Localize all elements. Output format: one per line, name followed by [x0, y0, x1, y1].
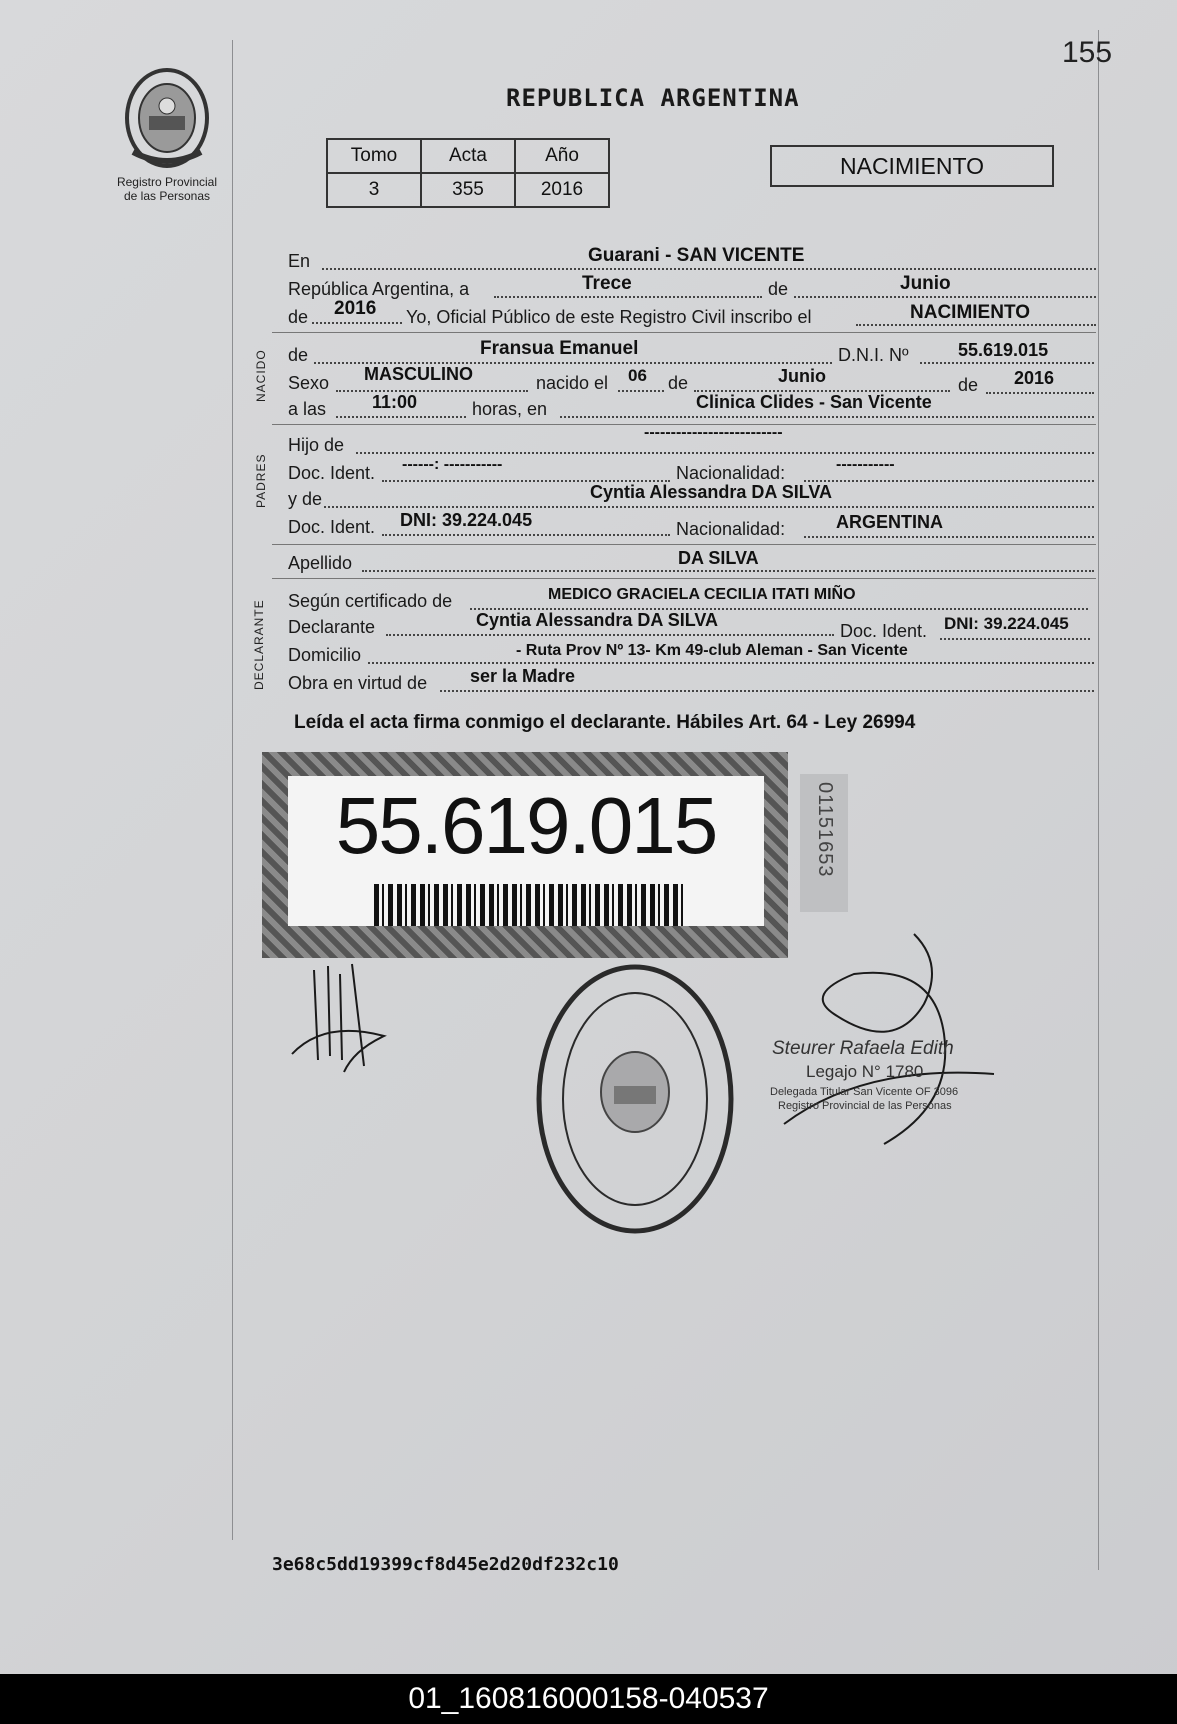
dots-nac-padre — [804, 480, 1094, 482]
ref-value-tomo: 3 — [327, 173, 421, 207]
label-yo: Yo, Oficial Público de este Registro Civil inscribo el — [406, 307, 812, 327]
label-republica: República Argentina, a — [288, 279, 470, 299]
label-apellido: Apellido — [288, 553, 353, 573]
ref-header-acta: Acta — [421, 139, 515, 173]
value-doc-declarante: DNI: 39.224.045 — [944, 614, 1069, 633]
value-declarante: Cyntia Alessandra DA SILVA — [476, 610, 719, 630]
ref-header-anio: Año — [515, 139, 609, 173]
value-doc-padre: ------: ----------- — [402, 456, 503, 473]
label-sexo: Sexo — [288, 373, 330, 393]
page-number: 155 — [1062, 36, 1113, 69]
reference-table — [326, 138, 610, 208]
registrar-legajo: Legajo N° 1780 — [806, 1062, 924, 1081]
dots-domicilio — [368, 662, 1094, 664]
registrar-name: Steurer Rafaela Edith — [772, 1038, 954, 1059]
label-alas: a las — [288, 399, 327, 419]
label-de-mes-nac: de — [668, 373, 689, 393]
dots-obra — [440, 690, 1094, 692]
value-padre: -------------------------- — [644, 424, 783, 441]
value-dni: 55.619.015 — [958, 340, 1049, 360]
dots-hora — [336, 416, 466, 418]
label-doc-declarante: Doc. Ident. — [840, 621, 928, 641]
dots-dia-nac — [618, 390, 664, 392]
right-margin-line — [1098, 30, 1099, 1570]
label-segun: Según certificado de — [288, 591, 453, 611]
province-seal-icon — [119, 66, 215, 170]
value-certificado: MEDICO GRACIELA CECILIA ITATI MIÑO — [548, 586, 856, 603]
serial-number: 01151653 — [814, 782, 836, 878]
section-nacido: NACIDO — [254, 349, 268, 402]
value-madre: Cyntia Alessandra DA SILVA — [590, 482, 833, 502]
dots-acto — [856, 324, 1096, 326]
value-sexo: MASCULINO — [364, 364, 473, 384]
label-nac-padre: Nacionalidad: — [676, 463, 786, 483]
serial-tab — [800, 774, 848, 912]
dots-doc-declarante — [940, 638, 1090, 640]
label-de-anio: de — [288, 307, 309, 327]
dots-madre — [324, 506, 1094, 508]
label-nac-madre: Nacionalidad: — [676, 519, 786, 539]
official-stamp — [534, 962, 736, 1236]
label-de-mes: de — [768, 279, 789, 299]
closing-statement: Leída el acta firma conmigo el declarante. Hábiles Art. 64 - Ley 26994 — [294, 712, 916, 733]
ref-header-tomo: Tomo — [327, 139, 421, 173]
label-en: En — [288, 251, 311, 271]
label-declarante: Declarante — [288, 617, 376, 637]
label-de-nombre: de — [288, 345, 309, 365]
dots-en — [322, 268, 1096, 270]
label-hijo: Hijo de — [288, 435, 345, 455]
dots-mes — [794, 296, 1096, 298]
value-mes: Junio — [900, 273, 951, 294]
value-nac-madre: ARGENTINA — [836, 512, 943, 532]
value-nombre: Fransua Emanuel — [480, 338, 639, 359]
value-hora: 11:00 — [372, 392, 418, 412]
record-type-box: NACIMIENTO — [770, 145, 1054, 187]
value-dia-letras: Trece — [582, 273, 632, 294]
logo-caption-2: de las Personas — [123, 189, 211, 203]
left-margin-line — [232, 40, 233, 1540]
divider-apellido-top — [272, 544, 1096, 545]
barcode — [374, 884, 684, 926]
registrar-office: Registro Provincial de las Personas — [778, 1100, 952, 1112]
value-obra: ser la Madre — [470, 666, 576, 686]
value-anio: 2016 — [334, 298, 377, 319]
dots-sexo — [336, 390, 528, 392]
logo-caption-1: Registro Provincial — [116, 175, 218, 189]
value-lugar: Guarani - SAN VICENTE — [588, 245, 805, 266]
ref-value-acta: 355 — [421, 173, 515, 207]
registrar-role: Delegada Titular San Vicente OF 3096 — [770, 1086, 959, 1098]
dots-doc-madre — [382, 534, 670, 536]
dots-nac-madre — [804, 536, 1094, 538]
declarant-signature — [284, 960, 414, 1080]
sticker-number: 55.619.015 — [335, 781, 717, 870]
label-domicilio: Domicilio — [288, 645, 362, 665]
value-dia-nac: 06 — [628, 366, 647, 385]
dots-lugar-nac — [560, 416, 1094, 418]
value-apellido: DA SILVA — [678, 548, 759, 568]
value-domicilio: - Ruta Prov Nº 13- Km 49-club Aleman - San Vicente — [516, 642, 908, 659]
file-identifier-bar: 01_160816000158-040537 — [0, 1674, 1177, 1724]
divider-declarante-top — [272, 578, 1096, 579]
value-lugar-nac: Clinica Clides - San Vicente — [696, 392, 932, 412]
value-doc-madre: DNI: 39.224.045 — [400, 510, 533, 530]
dots-padre — [356, 452, 1094, 454]
label-doc-madre: Doc. Ident. — [288, 517, 376, 537]
document-title: REPUBLICA ARGENTINA — [506, 84, 800, 112]
document-hash: 3e68c5dd19399cf8d45e2d20df232c10 — [272, 1554, 619, 1575]
dots-dni — [920, 362, 1094, 364]
label-doc-padre: Doc. Ident. — [288, 463, 376, 483]
ref-value-anio: 2016 — [515, 173, 609, 207]
section-declarante: DECLARANTE — [252, 599, 266, 690]
registry-logo — [102, 66, 232, 203]
divider-nacido-top — [272, 332, 1096, 333]
dots-declarante — [386, 634, 834, 636]
dots-anio — [312, 322, 402, 324]
label-dni: D.N.I. Nº — [838, 345, 909, 365]
dots-anio-nac — [986, 392, 1094, 394]
dots-apellido — [362, 570, 1094, 572]
label-nacido: nacido el — [536, 373, 609, 393]
value-acto: NACIMIENTO — [910, 302, 1030, 323]
label-horas: horas, en — [472, 399, 548, 419]
dots-dia — [494, 296, 762, 298]
sticker-label — [288, 776, 764, 926]
value-anio-nac: 2016 — [1014, 368, 1055, 388]
label-yde: y de — [288, 489, 323, 509]
dni-sticker — [262, 752, 788, 958]
label-obra: Obra en virtud de — [288, 673, 428, 693]
section-padres: PADRES — [254, 453, 268, 508]
value-nac-padre: ----------- — [836, 456, 895, 473]
value-mes-nac: Junio — [778, 366, 826, 386]
label-de-anio-nac: de — [958, 375, 979, 395]
